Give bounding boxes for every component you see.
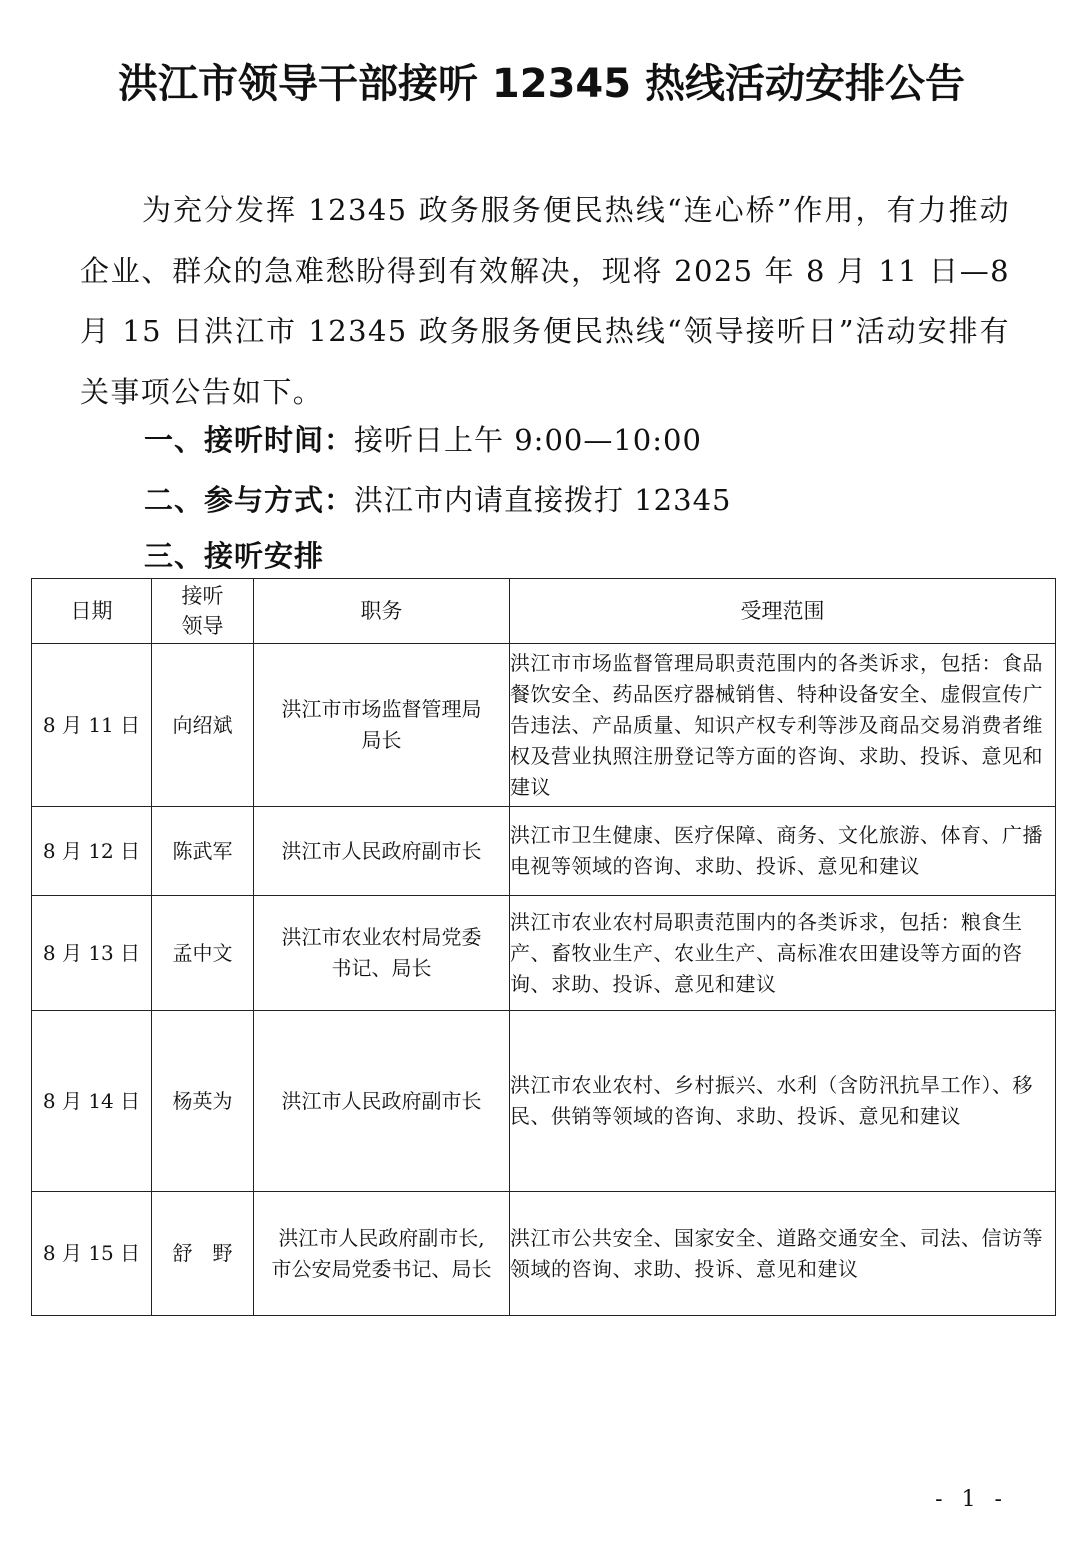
leader-cell: 舒 野 — [152, 1192, 254, 1316]
scope-cell: 洪江市市场监督管理局职责范围内的各类诉求，包括：食品餐饮安全、药品医疗器械销售、特种设备安全、虚假宣传广告违法、产品质量、知识产权专利等涉及商品交易消费者维权及营业执照注册登记等方面的咨询、求助、投诉、意见和建议 — [510, 644, 1056, 807]
position-cell — [254, 644, 510, 807]
intro-paragraph: 为充分发挥 12345 政务服务便民热线“连心桥”作用，有力推动企业、群众的急难愁盼得到有效解决，现将 2025 年 8 月 11 日—8 月 15 日洪江市 12345 政务服务便民热线“领导接听日”活动安排有关事项公告如下。 — [80, 193, 1010, 409]
section-heading: 一、接听时间： — [144, 423, 355, 457]
page-title: 洪江市领导干部接听 12345 热线活动安排公告 — [117, 61, 965, 107]
scope-cell: 洪江市卫生健康、医疗保障、商务、文化旅游、体育、广播电视等领域的咨询、求助、投诉、意见和建议 — [510, 807, 1056, 896]
date-cell: 8 月 11 日 — [32, 644, 152, 807]
section-listen-time — [144, 418, 702, 459]
position-cell — [254, 1192, 510, 1316]
table-row — [32, 807, 1056, 896]
section-heading: 三、接听安排 — [144, 539, 325, 573]
position-line: 局长 — [361, 728, 402, 752]
table-header-row — [32, 579, 1056, 644]
page-number: - 1 - — [935, 1487, 1008, 1512]
scope-cell: 洪江市公共安全、国家安全、道路交通安全、司法、信访等领域的咨询、求助、投诉、意见和建议 — [510, 1192, 1056, 1316]
section-text: 洪江市内请直接拨打 12345 — [354, 483, 732, 517]
section-participation — [144, 478, 732, 519]
position-line: 洪江市人民政府副市长, — [278, 1225, 485, 1250]
leader-cell: 杨英为 — [152, 1011, 254, 1192]
header-scope: 受理范围 — [510, 579, 1056, 644]
header-leader-line2: 领导 — [181, 614, 224, 638]
section-heading: 二、参与方式： — [144, 483, 355, 517]
position-cell — [254, 896, 510, 1011]
date-cell: 8 月 13 日 — [32, 896, 152, 1011]
header-leader — [152, 579, 254, 644]
table-row — [32, 644, 1056, 807]
schedule-table — [31, 578, 1056, 1316]
position-line: 洪江市人民政府副市长 — [281, 1088, 482, 1113]
table-row — [32, 896, 1056, 1011]
table-row — [32, 1011, 1056, 1192]
date-cell: 8 月 14 日 — [32, 1011, 152, 1192]
position-line: 市公安局党委书记、局长 — [271, 1256, 492, 1281]
header-date: 日期 — [32, 579, 152, 644]
leader-cell: 向绍斌 — [152, 644, 254, 807]
leader-cell: 陈武军 — [152, 807, 254, 896]
header-position: 职务 — [254, 579, 510, 644]
position-line: 洪江市人民政府副市长 — [281, 838, 482, 863]
position-line: 书记、局长 — [331, 956, 432, 980]
scope-cell: 洪江市农业农村局职责范围内的各类诉求，包括：粮食生产、畜牧业生产、农业生产、高标准农田建设等方面的咨询、求助、投诉、意见和建议 — [510, 896, 1056, 1011]
position-line: 洪江市市场监督管理局 — [281, 697, 482, 721]
position-cell — [254, 1011, 510, 1192]
date-cell: 8 月 15 日 — [32, 1192, 152, 1316]
section-text: 接听日上午 9:00—10:00 — [354, 423, 702, 457]
section-schedule — [144, 534, 324, 575]
position-cell — [254, 807, 510, 896]
table-row — [32, 1192, 1056, 1316]
leader-cell: 孟中文 — [152, 896, 254, 1011]
position-line: 洪江市农业农村局党委 — [281, 925, 482, 949]
scope-cell: 洪江市农业农村、乡村振兴、水利（含防汛抗旱工作）、移民、供销等领域的咨询、求助、投诉、意见和建议 — [510, 1011, 1056, 1192]
header-leader-line1: 接听 — [181, 584, 224, 608]
date-cell: 8 月 12 日 — [32, 807, 152, 896]
